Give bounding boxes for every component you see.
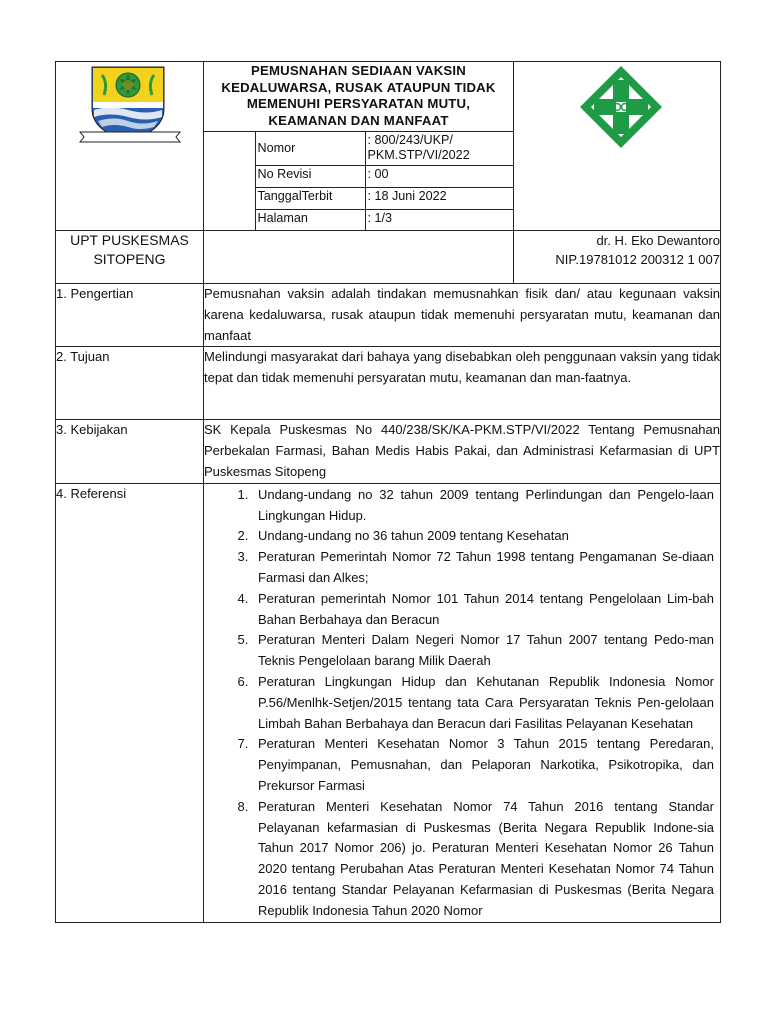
meta-spacer [204,132,255,231]
reference-item: 1. Undang-undang no 32 tahun 2009 tentang Perlindungan dan Pengelo-laan Lingkungan Hidup. [252,485,714,527]
document-meta-table [204,131,513,230]
section-text-kebijakan: SK Kepala Puskesmas No 440/238/SK/KA-PKM.STP/VI/2022 Tentang Pemusnahan Perbekalan Farmasi, Bahan Medis Habis Pakai, dan Administrasi Kefarmasian di UPT Puskesmas Sitopeng [204,420,721,483]
section-text-tujuan: Melindungi masyarakat dari bahaya yang disebabkan oleh penggunaan vaksin yang tidak tepat dan tidak memenuhi persyaratan mutu, keamanan dan man-faatnya. [204,347,721,420]
puskesmas-logo-cell [514,62,721,231]
emblem-ribbon-icon [78,130,182,144]
reference-item: 5. Peraturan Menteri Dalam Negeri Nomor 17 Tahun 2007 tentang Pedo-man Teknis Pengelolaan barang Milik Daerah [252,630,714,672]
reference-item: 6. Peraturan Lingkungan Hidup dan Kehutanan Republik Indonesia Nomor P.56/Menlhk-Setjen/2015 tentang tata Cara Persyaratan Teknis Pen-gelolaan Limbah Bahan Berbahaya dan Beracun dari Fasilitas Pelayanan Kesehatan [252,672,714,734]
reference-item: 3. Peraturan Pemerintah Nomor 72 Tahun 1998 tentang Pengamanan Se-diaan Farmasi dan Alkes; [252,547,714,589]
meta-label-revisi: No Revisi [255,166,365,188]
meta-value-tanggal: : 18 Juni 2022 [365,188,513,210]
meta-label-tanggal: TanggalTerbit [255,188,365,210]
section-label-referensi: 4. Referensi [56,483,204,922]
reference-item: 7. Peraturan Menteri Kesehatan Nomor 3 Tahun 2015 tentang Peredaran, Penyimpanan, Pemusnahan, dan Pelaporan Narkotika, Psikotropika, dan Prekursor Farmasi [252,734,714,796]
section-body-referensi [204,483,721,922]
meta-label-nomor: Nomor [255,132,365,166]
regency-emblem-cell [56,62,204,231]
title-and-meta-cell [204,62,514,231]
sop-table [55,61,721,923]
reference-list [204,485,714,922]
puskesmas-logo-icon [578,64,664,150]
unit-name: UPT PUSKESMAS SITOPENG [56,231,204,284]
signer-nip: NIP.19781012 200312 1 007 [555,252,720,267]
reference-item: 2. Undang-undang no 36 tahun 2009 tentang Kesehatan [252,526,714,547]
section-text-pengertian: Pemusnahan vaksin adalah tindakan memusnahkan fisik dan/ atau kegunaan vaksin karena kedaluwarsa, rusak ataupun tidak memenuhi persyaratan mutu, keamanan dan manfaat [204,284,721,347]
section-label-pengertian: 1. Pengertian [56,284,204,347]
signer-name: dr. H. Eko Dewantoro [596,233,720,248]
section-label-tujuan: 2. Tujuan [56,347,204,420]
meta-value-nomor: : 800/243/UKP/ PKM.STP/VI/2022 [365,132,513,166]
unit-spacer [204,231,514,284]
document-title: PEMUSNAHAN SEDIAAN VAKSIN KEDALUWARSA, RUSAK ATAUPUN TIDAK MEMENUHI PERSYARATAN MUTU, KEAMANAN DAN MANFAAT [221,63,496,128]
reference-item: 4. Peraturan pemerintah Nomor 101 Tahun 2014 tentang Pengelolaan Lim-bah Bahan Berbahaya dan Beracun [252,589,714,631]
meta-value-halaman: : 1/3 [365,210,513,231]
reference-item: 8. Peraturan Menteri Kesehatan Nomor 74 Tahun 2016 tentang Standar Pelayanan kefarmasian di Puskesmas (Berita Negara Republik Indone-sia Tahun 2017 Nomor 206) jo. Peraturan Menteri Kesehatan Nomor 26 Tahun 2020 tentang Perubahan Atas Peraturan Menteri Kesehatan Nomor 74 Tahun 2016 tentang Standar Pelayanan Kefarmasian di Puskesmas (Berita Negara Republik Indonesia Tahun 2020 Nomor [252,797,714,922]
meta-label-halaman: Halaman [255,210,365,231]
meta-value-revisi: : 00 [365,166,513,188]
signer-block [514,231,721,284]
section-label-kebijakan: 3. Kebijakan [56,420,204,483]
